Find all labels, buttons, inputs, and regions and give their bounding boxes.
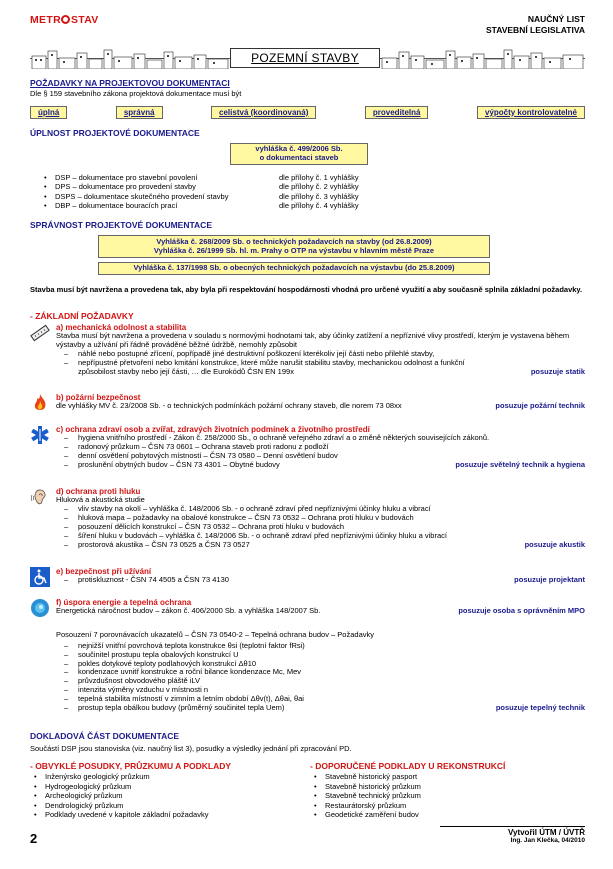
requirement-c-dash-3: – denní osvětlení pobytových místností – ČSN 73 0580 – Denní osvětlení budov xyxy=(64,452,585,461)
page-header xyxy=(30,12,585,72)
decree-137-box: Vyhláška č. 137/1998 Sb. o obecných technických požadavcích na výstavbu (do 25.8.2009) xyxy=(98,262,490,275)
list-item: • DSP – dokumentace pro stavební povolení dle přílohy č. 1 vyhlášky xyxy=(42,174,585,184)
requirement-e xyxy=(30,567,585,585)
supporting-text: Součástí DSP jsou stanoviska (viz. naučný list 3), posudky a výsledky jednání při zpracování PD. xyxy=(30,744,352,754)
list-item: • Stavebně historický průzkum xyxy=(312,783,580,793)
metrostav-logo: METR STAV xyxy=(30,14,99,26)
list-item: • Dendrologický průzkum xyxy=(32,802,300,812)
requirement-c-dash-1: – hygiena vnitřního prostředí - Zákon č. 258/2000 Sb., o ochraně veřejného zdraví a o změně některých souvisejících zákonů. xyxy=(64,434,585,443)
thermal-indicator-6: – intenzita výměny vzduchu v místnosti n xyxy=(64,686,585,695)
requirement-a xyxy=(30,323,585,377)
thermal-image-icon xyxy=(30,598,50,618)
requirement-f-text: Energetická náročnost budov – zákon č. 406/2000 Sb. a vyhláška 148/2007 Sb. xyxy=(56,606,321,616)
fire-icon xyxy=(30,393,50,413)
thermal-indicator-8: – posuzuje tepelný technik prostup tepla obálkou budovy (průměrný součinitel tepla Uem) xyxy=(64,704,585,713)
doc-topic: STAVEBNÍ LEGISLATIVA xyxy=(485,24,585,35)
requirement-d-title: d) ochrana proti hluku xyxy=(56,487,141,496)
requirements-intro: Dle § 159 stavebního zákona projektová dokumentace musí být xyxy=(30,89,242,99)
list-item: • DBP – dokumentace bouracích prací dle přílohy č. 4 vyhlášky xyxy=(42,202,585,212)
requirement-b-responsible: posuzuje požární technik xyxy=(495,401,585,411)
thermal-indicator-1: – nejnižší vnitřní povrchová teplota konstrukce θsi (teplotní faktor fRsi) xyxy=(64,642,585,651)
footer-rule xyxy=(440,826,585,827)
requirement-c-dash-2: – radonový průzkum – ČSN 73 0601 – Ochrana staveb proti radonu z podloží xyxy=(64,443,585,452)
requirement-f-responsible-mpo: posuzuje osoba s oprávněním MPO xyxy=(458,606,585,616)
author-name-date: Ing. Jan Klečka, 04/2010 xyxy=(510,837,585,845)
reconstruction-list xyxy=(312,773,580,821)
doc-type: NAUČNÝ LIST xyxy=(527,14,585,24)
requirements-section xyxy=(30,78,585,119)
requirement-a-title: a) mechanická odolnost a stabilita xyxy=(56,323,187,332)
basic-requirements-heading-wrap xyxy=(30,311,585,321)
requirement-c-title: c) ochrana zdraví osob a zvířat, zdravých životních podmínek a životního prostředí xyxy=(56,425,370,434)
correctness-heading: SPRÁVNOST PROJEKTOVÉ DOKUMENTACE xyxy=(30,220,212,230)
requirement-b-title: b) požární bezpečnost xyxy=(56,393,141,402)
requirement-a-text: Stavba musí být navržena a provedena v souladu s normovými hodnotami tak, aby účinky zatížení a nepříznivé vlivy prostředí, kterým je vystavena během výstavby a užívání při řádně prováděné běžné údržbě, nemohly způsobit xyxy=(56,331,570,350)
list-item: • Podklady uvedené v kapitole základní požadavky xyxy=(32,811,300,821)
requirement-a-dash-2: – nepřípustné přetvoření nebo kmitání konstrukce, které může narušit stabilitu stavby, mechanickou odolnost a funkční způsobilost stavby nebo její části, … dle Eurokódů ČSN EN 199x xyxy=(64,359,585,377)
header-doc-info xyxy=(486,14,585,35)
list-item: • DSPS – dokumentace skutečného provedení stavby dle přílohy č. 3 vyhlášky xyxy=(42,193,585,203)
requirement-e-title: e) bezpečnost při užívání xyxy=(56,567,152,576)
requirement-d-dash-2: – hluková mapa – požadavky na obalové konstrukce – ČSN 73 0532 – Ochrana proti hluku v budovách xyxy=(64,514,585,523)
thermal-indicator-5: – průvzdušnost obvodového pláště iLV xyxy=(64,677,585,686)
correctness-statement: Stavba musí být navržena a provedena tak, aby byla při respektování hospodárnosti vhodná pro určené využití a aby současně splnila základní požadavky. xyxy=(30,284,583,294)
supporting-section xyxy=(30,731,585,754)
supporting-heading: DOKLADOVÁ ČÁST DOKUMENTACE xyxy=(30,731,180,741)
requirement-e-responsible: – posuzuje projektant xyxy=(514,575,585,585)
thermal-indicator-7: – tepelná stabilita místností v zimním a letním období Δθv(t), Δθai, θai xyxy=(64,695,585,704)
list-item: • Restaurátorský průzkum xyxy=(312,802,580,812)
list-item: • Archeologický průzkum xyxy=(32,792,300,802)
requirement-f xyxy=(30,598,585,616)
page-number: 2 xyxy=(30,831,38,846)
requirement-f-responsible-thermal: – posuzuje tepelný technik xyxy=(495,702,585,712)
requirement-a-dash-1: – náhlé nebo postupné zřícení, popřípadě jiné destruktivní poškození kterékoliv její části nebo přilehlé stavby, xyxy=(64,350,585,359)
requirement-f-row xyxy=(56,607,585,616)
chip-coordinated: celistvá (koordinovaná) xyxy=(211,106,316,119)
requirement-a-responsible: posuzuje statik xyxy=(530,366,585,376)
decree-499-line1: vyhláška č. 499/2006 Sb. xyxy=(255,144,343,154)
requirement-d xyxy=(30,487,585,550)
thermal-indicator-4: – kondenzace uvnitř konstrukce a roční bilance kondenzace Mc, Mev xyxy=(64,668,585,677)
requirement-c-dash-4: – posuzuje světelný technik a hygiena proslunění obytných budov – ČSN 73 4301 – Obytné budovy xyxy=(64,461,585,470)
decree-268: Vyhláška č. 268/2009 Sb. o technických požadavcích na stavby (od 26.8.2009) xyxy=(156,237,432,247)
decree-268-box xyxy=(98,235,490,258)
completeness-list xyxy=(42,174,585,212)
requirement-c-responsible: – posuzuje světelný technik a hygiena xyxy=(455,459,585,469)
requirement-chips xyxy=(30,106,585,119)
list-item: • Stavebně historický pasport xyxy=(312,773,580,783)
requirement-c xyxy=(30,425,585,470)
chip-calculations: výpočty kontrolovatelné xyxy=(477,106,585,119)
title-band xyxy=(30,46,585,70)
requirement-d-dash-3: – posouzení dělicích konstrukcí – ČSN 73 0532 – Ochrana proti hluku v budovách xyxy=(64,523,585,532)
wheelchair-icon xyxy=(30,567,50,587)
reconstruction-heading: - DOPORUČENÉ PODKLADY U REKONSTRUKCÍ xyxy=(310,761,506,771)
surveys-heading: - OBVYKLÉ POSUDKY, PRŮZKUMU A PODKLADY xyxy=(30,761,232,771)
skyline-right-illustration xyxy=(380,47,585,69)
requirement-d-text: Hluková a akustická studie xyxy=(56,495,145,505)
ear-icon xyxy=(30,487,50,507)
thermal-intro: Posouzení 7 porovnávacích ukazatelů – ČSN 73 0540-2 – Tepelná ochrana budov – Požadavky xyxy=(56,630,374,639)
medical-star-icon xyxy=(30,425,50,445)
requirement-e-dash-1: – posuzuje projektant protiskluznost - ČSN 74 4505 a ČSN 73 4130 xyxy=(64,576,585,585)
requirement-d-dash-1: – vliv stavby na okolí – vyhláška č. 148/2006 Sb. - o ochraně zdraví před nepříznivými účinky hluku a vibrací xyxy=(64,505,585,514)
requirement-d-responsible: – posuzuje akustik xyxy=(524,539,585,549)
list-item: • DPS – dokumentace pro provedení stavby dle přílohy č. 2 vyhlášky xyxy=(42,183,585,193)
footer-author xyxy=(508,828,585,845)
completeness-heading: ÚPLNOST PROJEKTOVÉ DOKUMENTACE xyxy=(30,128,200,138)
list-item: • Inženýrsko geologický průzkum xyxy=(32,773,300,783)
thermal-indicator-2: – součinitel prostupu tepla obalových konstrukcí U xyxy=(64,651,585,660)
reconstruction-column xyxy=(310,761,580,821)
chip-correct: správná xyxy=(116,106,163,119)
main-title: POZEMNÍ STAVBY xyxy=(230,48,380,68)
author-line: Vytvořil ÚTM / ÚVTŘ xyxy=(507,828,585,837)
completeness-section xyxy=(30,128,585,212)
correctness-section xyxy=(30,220,585,294)
list-item: • Hydrogeologický průzkum xyxy=(32,783,300,793)
requirement-b xyxy=(30,393,585,411)
skyline-left-illustration xyxy=(30,47,230,69)
decree-499-line2: o dokumentaci staveb xyxy=(259,152,339,162)
thermal-indicators xyxy=(30,631,585,713)
decree-26: Vyhláška č. 26/1999 Sb. hl. m. Prahy o OTP na výstavbu v hlavním městě Praze xyxy=(153,246,435,256)
requirements-heading: POŽADAVKY NA PROJEKTOVOU DOKUMENTACI xyxy=(30,78,230,88)
chip-feasible: proveditelná xyxy=(365,106,429,119)
list-item: • Geodetické zaměření budov xyxy=(312,811,580,821)
decree-499-box xyxy=(230,143,368,165)
surveys-list xyxy=(32,773,300,821)
chip-complete: úplná xyxy=(30,106,67,119)
thermal-indicator-3: – pokles dotykové teploty podlahových konstrukcí Δθ10 xyxy=(64,660,585,669)
requirement-d-dash-5: – posuzuje akustik prostorová akustika – ČSN 73 0525 a ČSN 73 0527 xyxy=(64,541,585,550)
list-item: • Stavebně technický průzkum xyxy=(312,792,580,802)
basic-requirements-heading: - ZÁKLADNÍ POŽADAVKY xyxy=(30,311,134,321)
requirement-f-title: f) úspora energie a tepelná ochrana xyxy=(56,598,192,607)
ruler-icon xyxy=(30,323,50,343)
surveys-column xyxy=(30,761,300,821)
requirement-d-dash-4: – šíření hluku v budovách – vyhláška č. 148/2006 Sb. - o ochraně zdraví před nepříznivými účinky hluku a vibrací xyxy=(64,532,585,541)
requirement-b-text: dle vyhlášky MV č. 23/2008 Sb. - o technických podmínkách požární ochrany staveb, dle norem 73 08xx xyxy=(56,401,402,411)
requirement-b-row xyxy=(56,402,585,411)
